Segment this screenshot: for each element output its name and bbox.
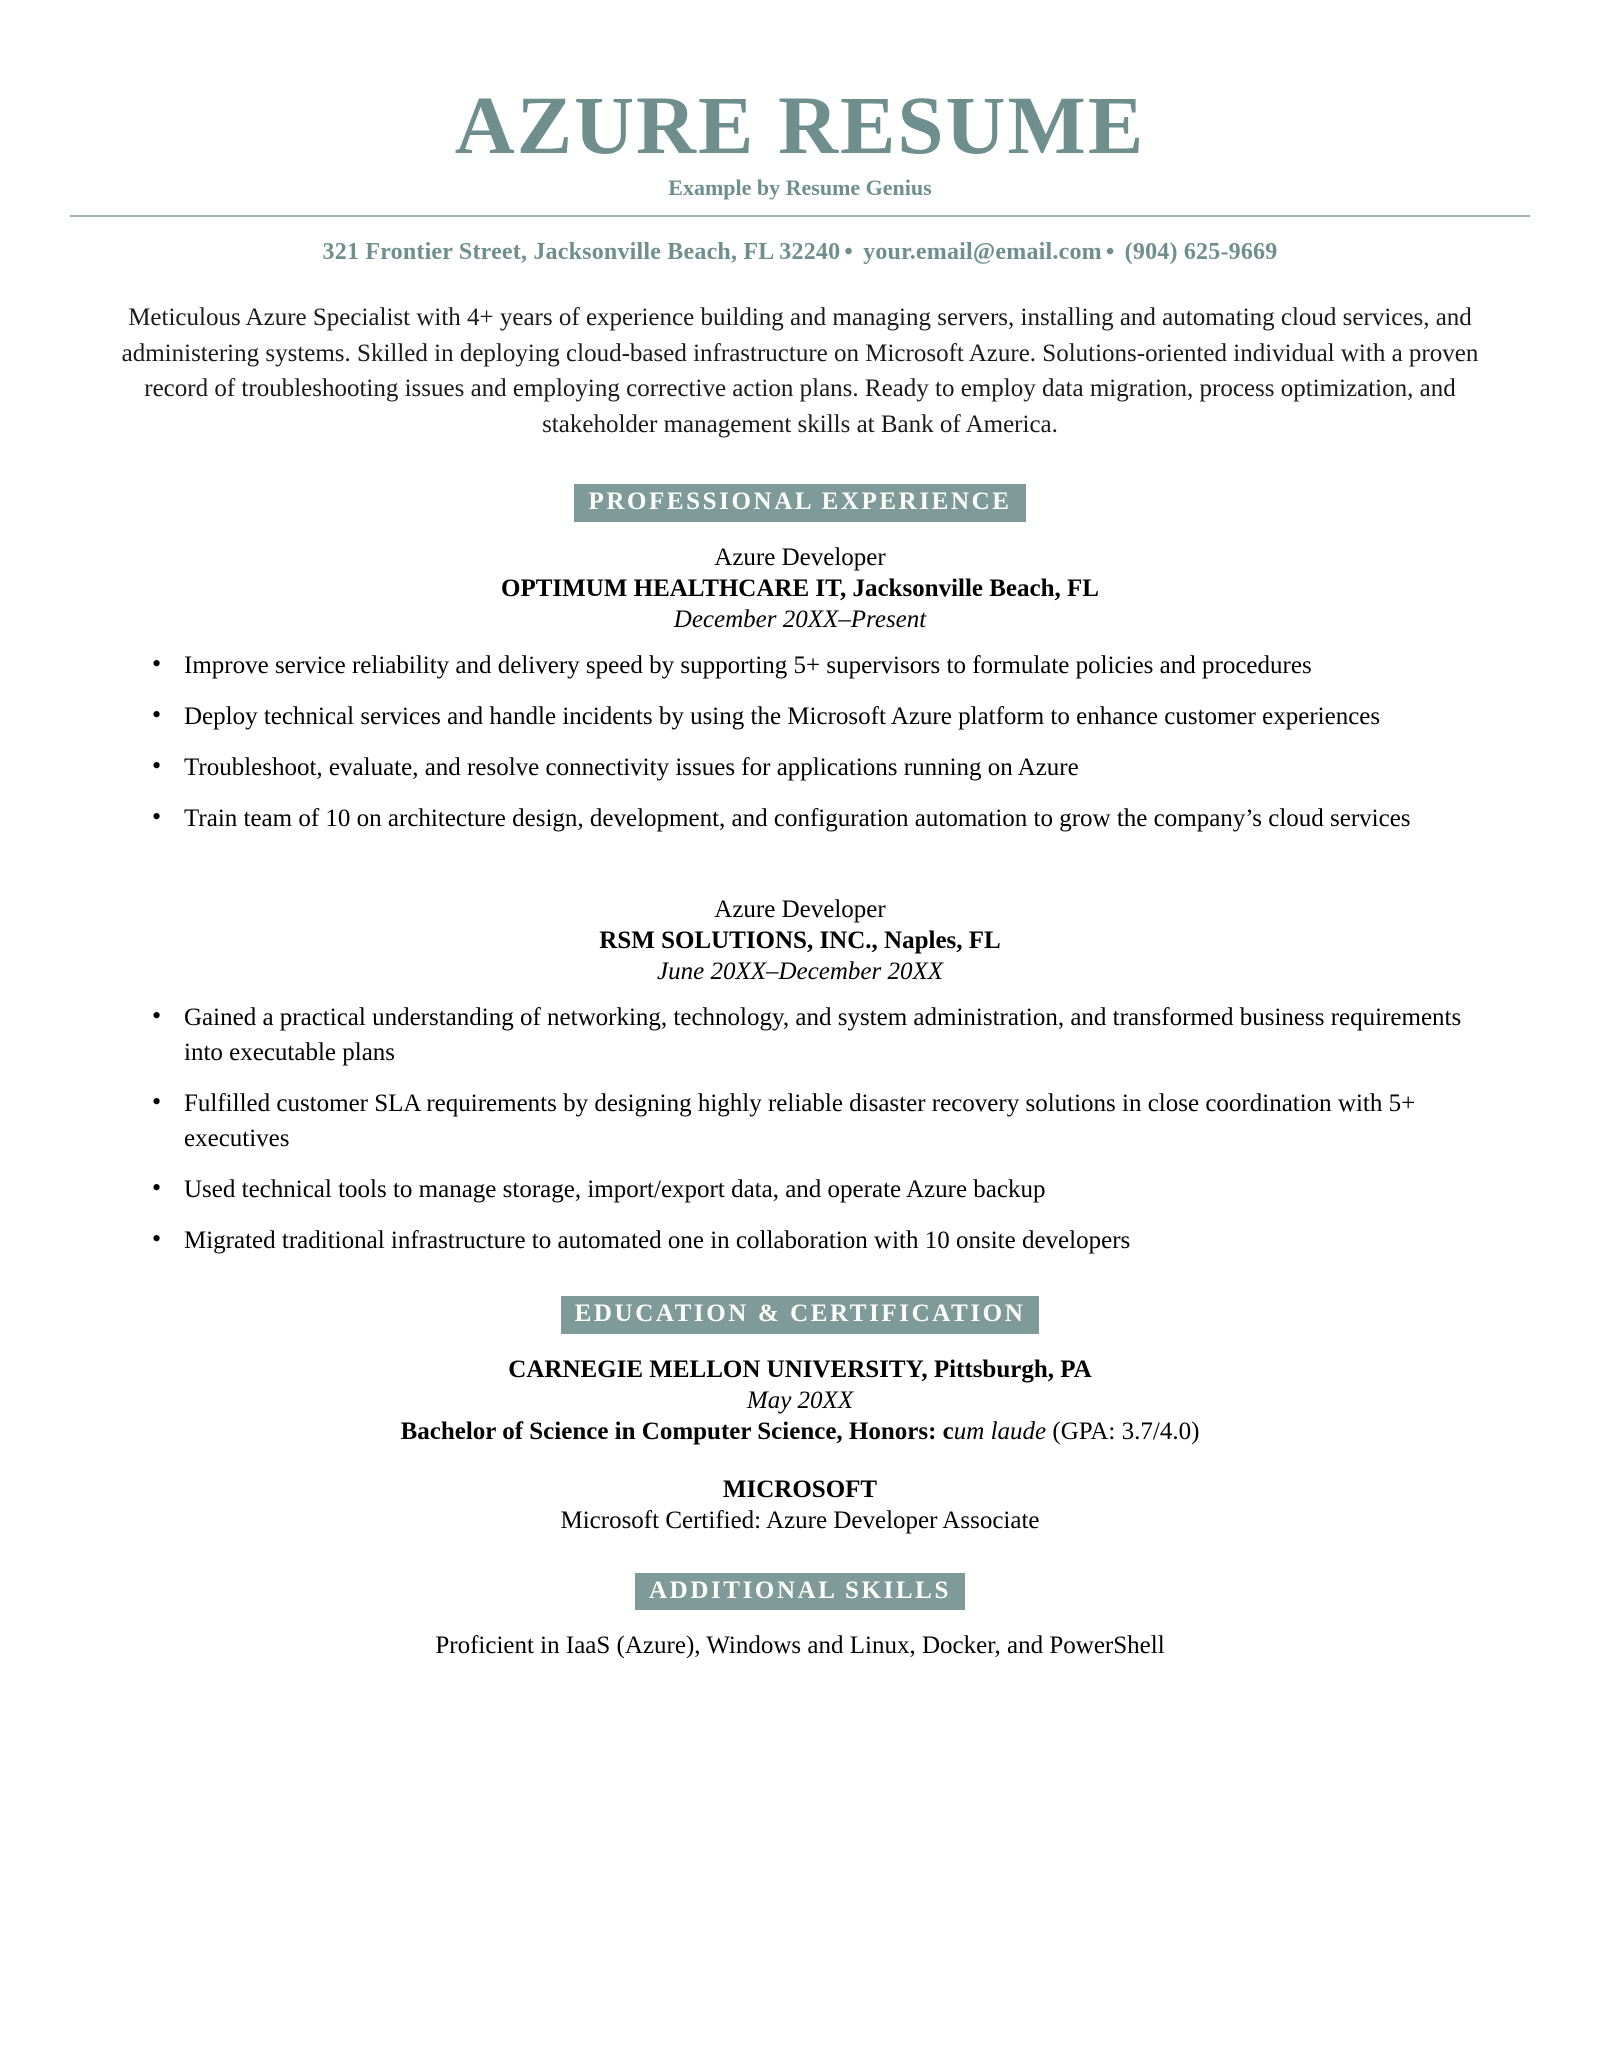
- contact-separator-2: •: [1105, 239, 1115, 266]
- education-date: May 20XX: [746, 1386, 854, 1414]
- list-item: • Improve service reliability and delivery speed by supporting 5+ supervisors to formulate policies and procedures: [140, 648, 1490, 683]
- contact-separator-1: •: [844, 239, 853, 266]
- list-item: • Deploy technical services and handle incidents by using the Microsoft Azure platform to enhance customer experiences: [140, 699, 1490, 734]
- education-degree: [70, 1418, 1530, 1446]
- experience-entry: [70, 896, 1530, 1258]
- contact-address: 321 Frontier Street, Jacksonville Beach, FL 32240: [322, 239, 841, 266]
- job-company: RSM SOLUTIONS, INC., Naples, FL: [599, 926, 1001, 954]
- section-heading-experience: PROFESSIONAL EXPERIENCE: [574, 484, 1025, 522]
- job-company: OPTIMUM HEALTHCARE IT, Jacksonville Beach, FL: [501, 574, 1099, 602]
- section-heading-education: EDUCATION & CERTIFICATION: [561, 1296, 1040, 1334]
- education-honors-prefix: , Honors: c: [836, 1417, 954, 1445]
- page-title: AZURE RESUME: [454, 79, 1146, 171]
- experience-heading-wrap: [70, 484, 1530, 522]
- experience-spacer: [70, 852, 1530, 896]
- section-heading-skills: ADDITIONAL SKILLS: [635, 1573, 965, 1611]
- contact-line: [70, 239, 1530, 266]
- list-item: • Used technical tools to manage storage, import/export data, and operate Azure backup: [140, 1172, 1490, 1207]
- certification-entry: [70, 1476, 1530, 1535]
- skills-line: Proficient in IaaS (Azure), Windows and Linux, Docker, and PowerShell: [435, 1632, 1165, 1660]
- certification-org: MICROSOFT: [722, 1475, 878, 1503]
- job-title: Azure Developer: [714, 543, 886, 571]
- education-school: CARNEGIE MELLON UNIVERSITY, Pittsburgh, PA: [508, 1355, 1092, 1383]
- education-gpa: (GPA: 3.7/4.0): [1046, 1417, 1200, 1445]
- list-item: • Train team of 10 on architecture design, development, and configuration automation to grow the company’s cloud services: [140, 801, 1490, 836]
- job-bullet-list: [70, 1000, 1530, 1258]
- job-dates: December 20XX–Present: [673, 605, 927, 633]
- list-item: • Fulfilled customer SLA requirements by designing highly reliable disaster recovery solutions in close coordination with 5+ executives: [140, 1086, 1490, 1156]
- page-subtitle: Example by Resume Genius: [668, 175, 932, 201]
- skills-heading-wrap: [70, 1573, 1530, 1611]
- contact-phone: (904) 625-9669: [1124, 239, 1278, 266]
- experience-entry: [70, 544, 1530, 836]
- contact-email[interactable]: your.email@email.com: [863, 239, 1102, 266]
- list-item: • Migrated traditional infrastructure to automated one in collaboration with 10 onsite developers: [140, 1223, 1490, 1258]
- header-divider: [70, 215, 1530, 217]
- education-entry: [70, 1356, 1530, 1446]
- education-degree-name: Bachelor of Science in Computer Science: [400, 1417, 837, 1445]
- certification-name: Microsoft Certified: Azure Developer Associate: [560, 1506, 1040, 1534]
- job-bullet-list: [70, 648, 1530, 836]
- job-title: Azure Developer: [714, 895, 886, 923]
- job-dates: June 20XX–December 20XX: [657, 957, 943, 985]
- education-honors-latin: um laude: [953, 1417, 1047, 1445]
- list-item: • Gained a practical understanding of networking, technology, and system administration, and transformed business requirements into executable plans: [140, 1000, 1490, 1070]
- education-heading-wrap: [70, 1296, 1530, 1334]
- professional-summary: Meticulous Azure Specialist with 4+ years of experience building and managing servers, installing and automating cloud services, and administering systems. Skilled in deploying cloud-based infrastructure on Microsoft Azure. Solutions-oriented individual with a proven record of troubleshooting issues and employing corrective action plans. Ready to employ data migration, process optimization, and stakeholder management skills at Bank of America.: [121, 304, 1479, 438]
- list-item: • Troubleshoot, evaluate, and resolve connectivity issues for applications running on Azure: [140, 750, 1490, 785]
